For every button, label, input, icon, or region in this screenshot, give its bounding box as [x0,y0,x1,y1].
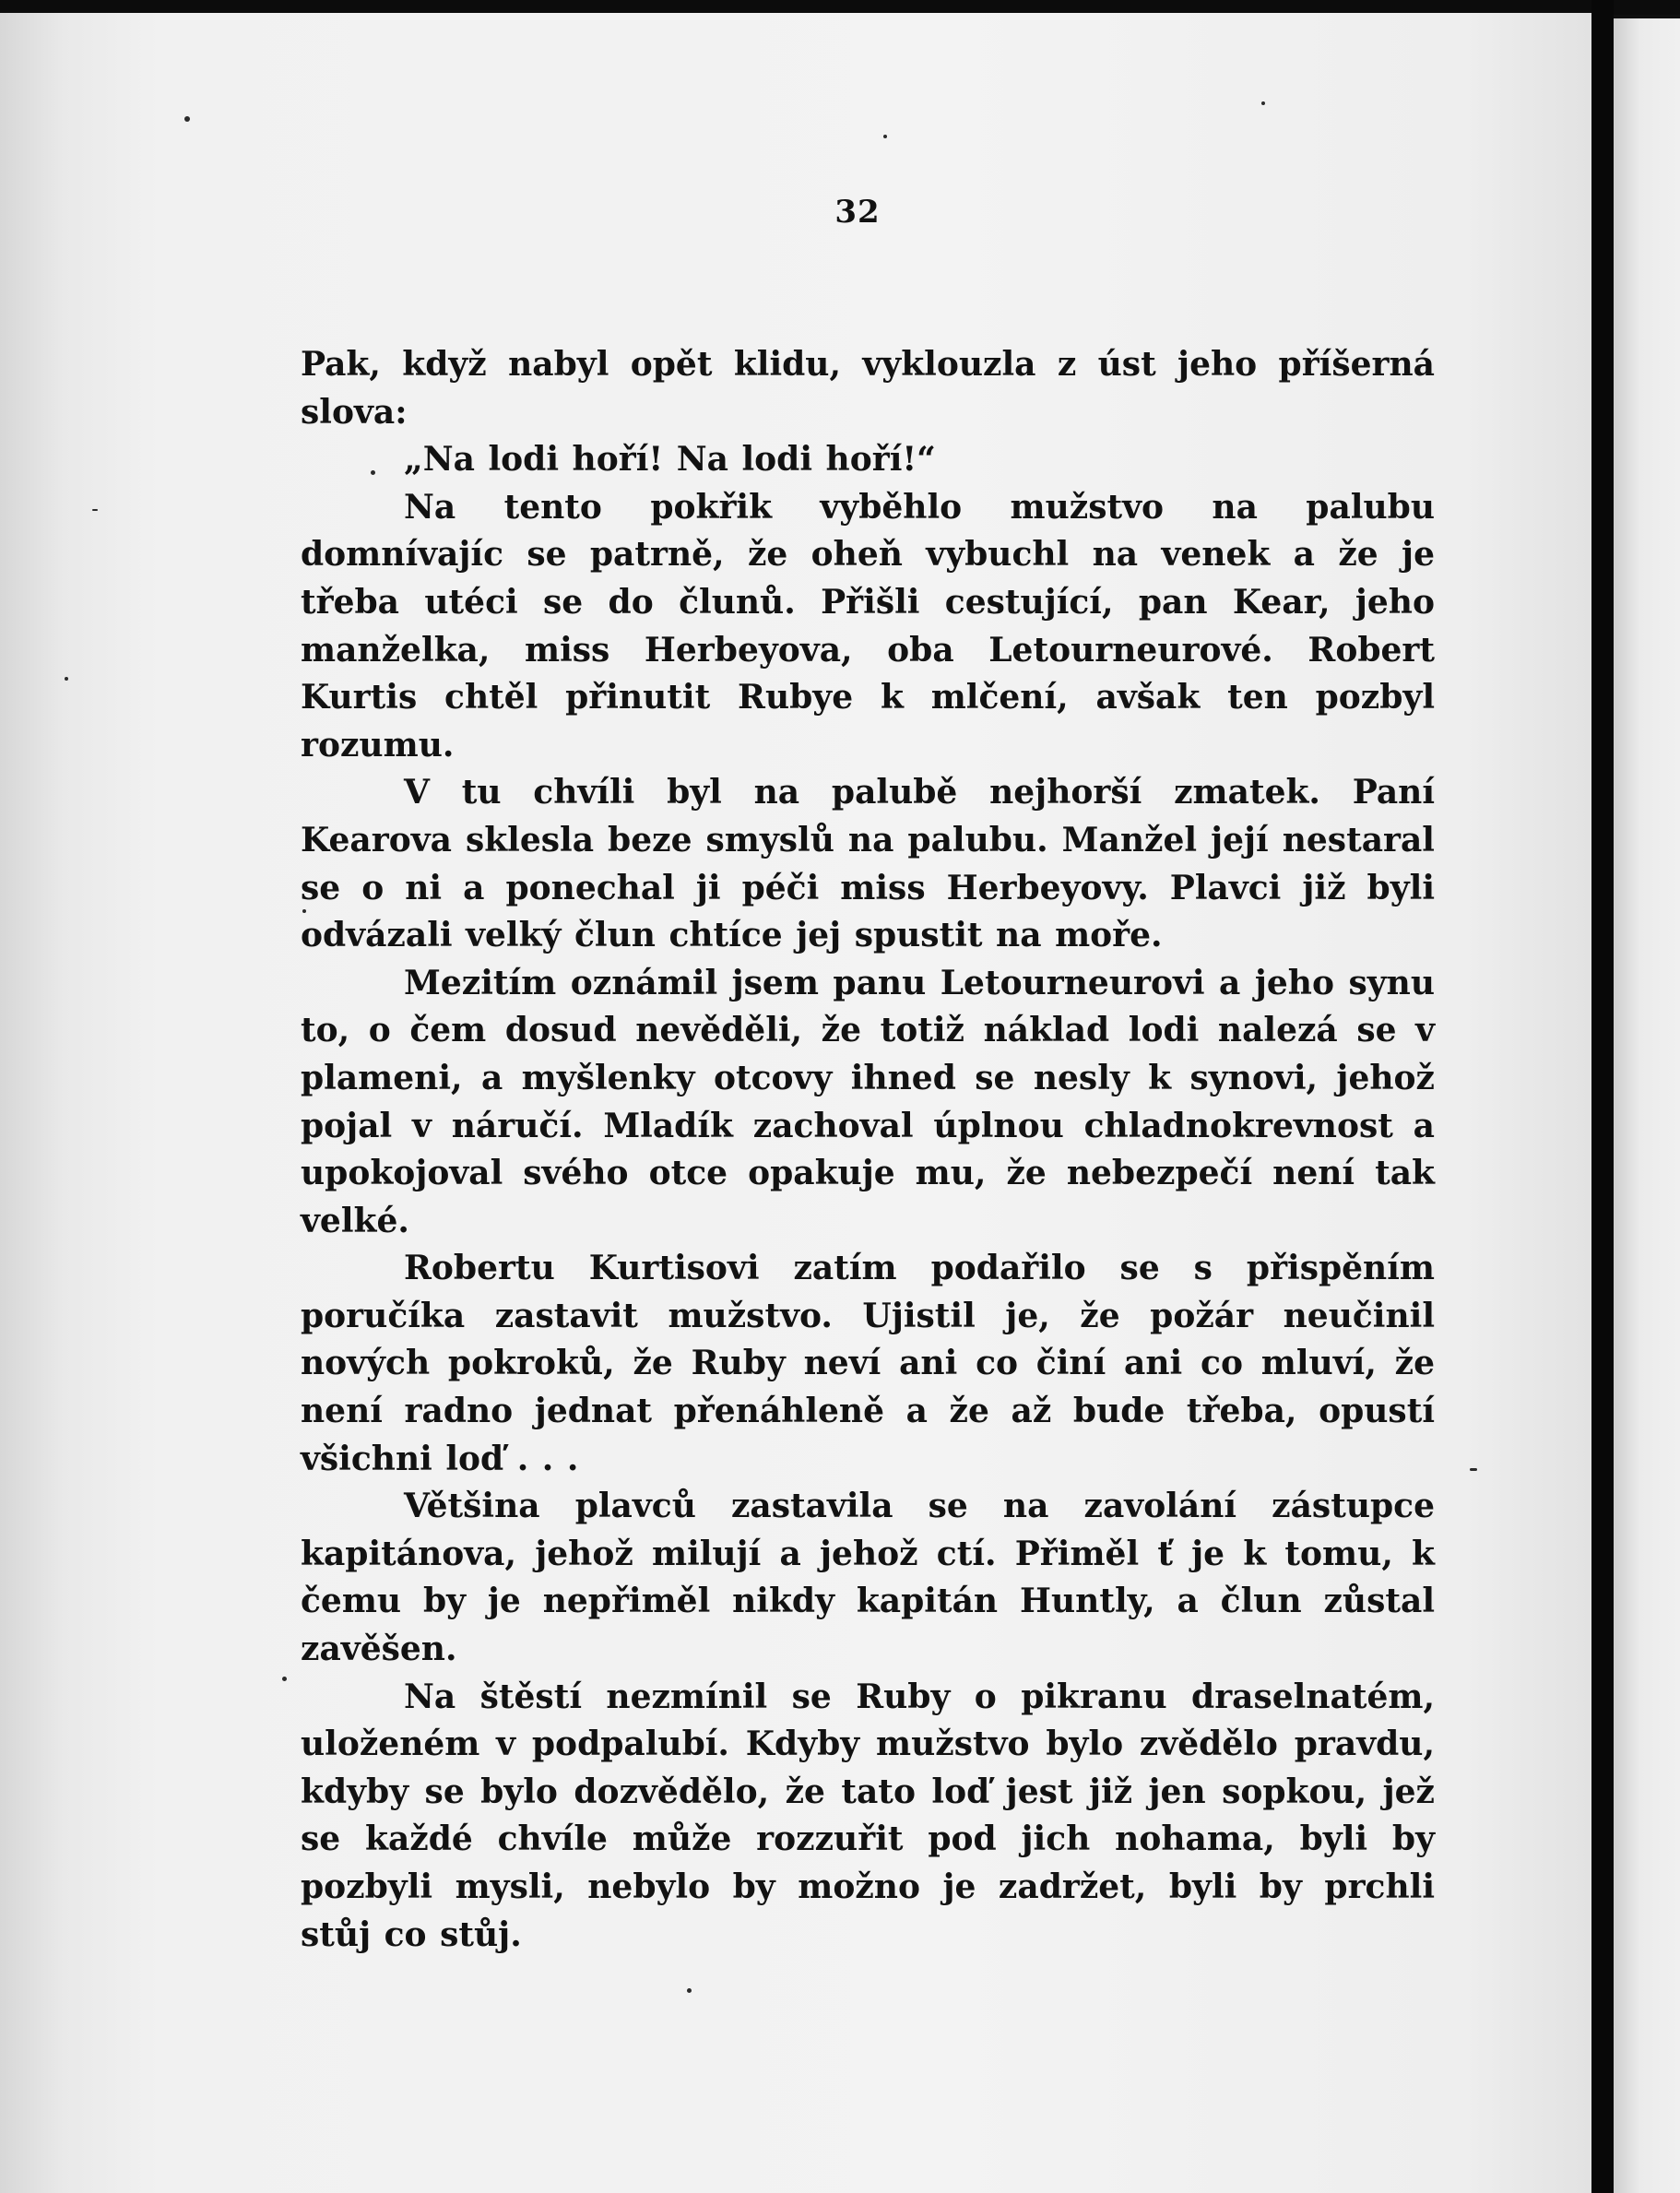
paragraph: Většina plavců zastavila se na zavolání zástupce kapitánova, jehož milují a jehož ctí. Přiměl ť je k tomu, k čemu by je nepřiměl nikdy kapitán Huntly, a člun zůstal zavěšen. [301,1487,1435,1669]
adjacent-page-edge [1614,18,1680,2193]
book-gutter [1591,0,1614,2193]
dust-speck [1470,1468,1477,1471]
dust-speck [184,116,190,122]
paragraph: „Na lodi hoří! Na lodi hoří!“ [404,440,936,480]
paragraph: Mezitím oznámil jsem panu Letourneurovi a jeho synu to, o čem dosud nevěděli, že totiž náklad lodi nalezá se v plameni, a myšlenky otcovy ihned se nesly k synovi, jehož pojal v náručí. Mladík zachoval úplnou chladnokrevnost a upokojoval svého otce opakuje mu, že nebezpečí není tak velké. [301,963,1435,1240]
paragraph: Na štěstí nezmínil se Ruby o pikranu draselnatém, uloženém v podpalubí. Kdyby mužstvo bylo zvědělo pravdu, kdyby se bylo dozvědělo, že tato loď jest již jen sopkou, jež se každé chvíle může rozzuřit pod jich nohama, byli by pozbyli mysli, nebylo by možno je zadržet, byli by prchli stůj co stůj. [301,1677,1435,1954]
paragraph: Pak, když nabyl opět klidu, vyklouzla z úst jeho příšerná slova: [301,345,1435,432]
page-body-text [301,341,1435,1959]
paragraph: Na tento pokřik vyběhlo mužstvo na palubu domnívajíc se patrně, že oheň vybuchl na venek a že je třeba utéci se do člunů. Přišli cestující, pan Kear, jeho manželka, miss Herbeyova, oba Letourneurové. Robert Kurtis chtěl přinutit Rubye k mlčení, avšak ten pozbyl rozumu. [301,487,1435,765]
dust-speck [65,677,68,681]
page-number: 32 [834,194,881,231]
book-page [0,13,1591,2193]
dust-speck [282,1677,287,1681]
dust-speck [883,135,887,138]
paragraph: Robertu Kurtisovi zatím podařilo se s přispěním poručíka zastavit mužstvo. Ujistil je, že požár neučinil nových pokroků, že Ruby neví ani co činí ani co mluví, že není radno jednat přenáhleně a že až bude třeba, opustí všichni loď . . . [301,1249,1435,1478]
paragraph: V tu chvíli byl na palubě nejhorší zmatek. Paní Kearova sklesla beze smyslů na palubu. Manžel její nestaral se o ni a ponechal ji péči miss Herbeyovy. Plavci již byli odvázali velký člun chtíce jej spustit na moře. [301,773,1435,955]
dust-speck [1261,101,1265,105]
dust-speck [92,509,98,511]
dust-speck [687,1988,692,1993]
